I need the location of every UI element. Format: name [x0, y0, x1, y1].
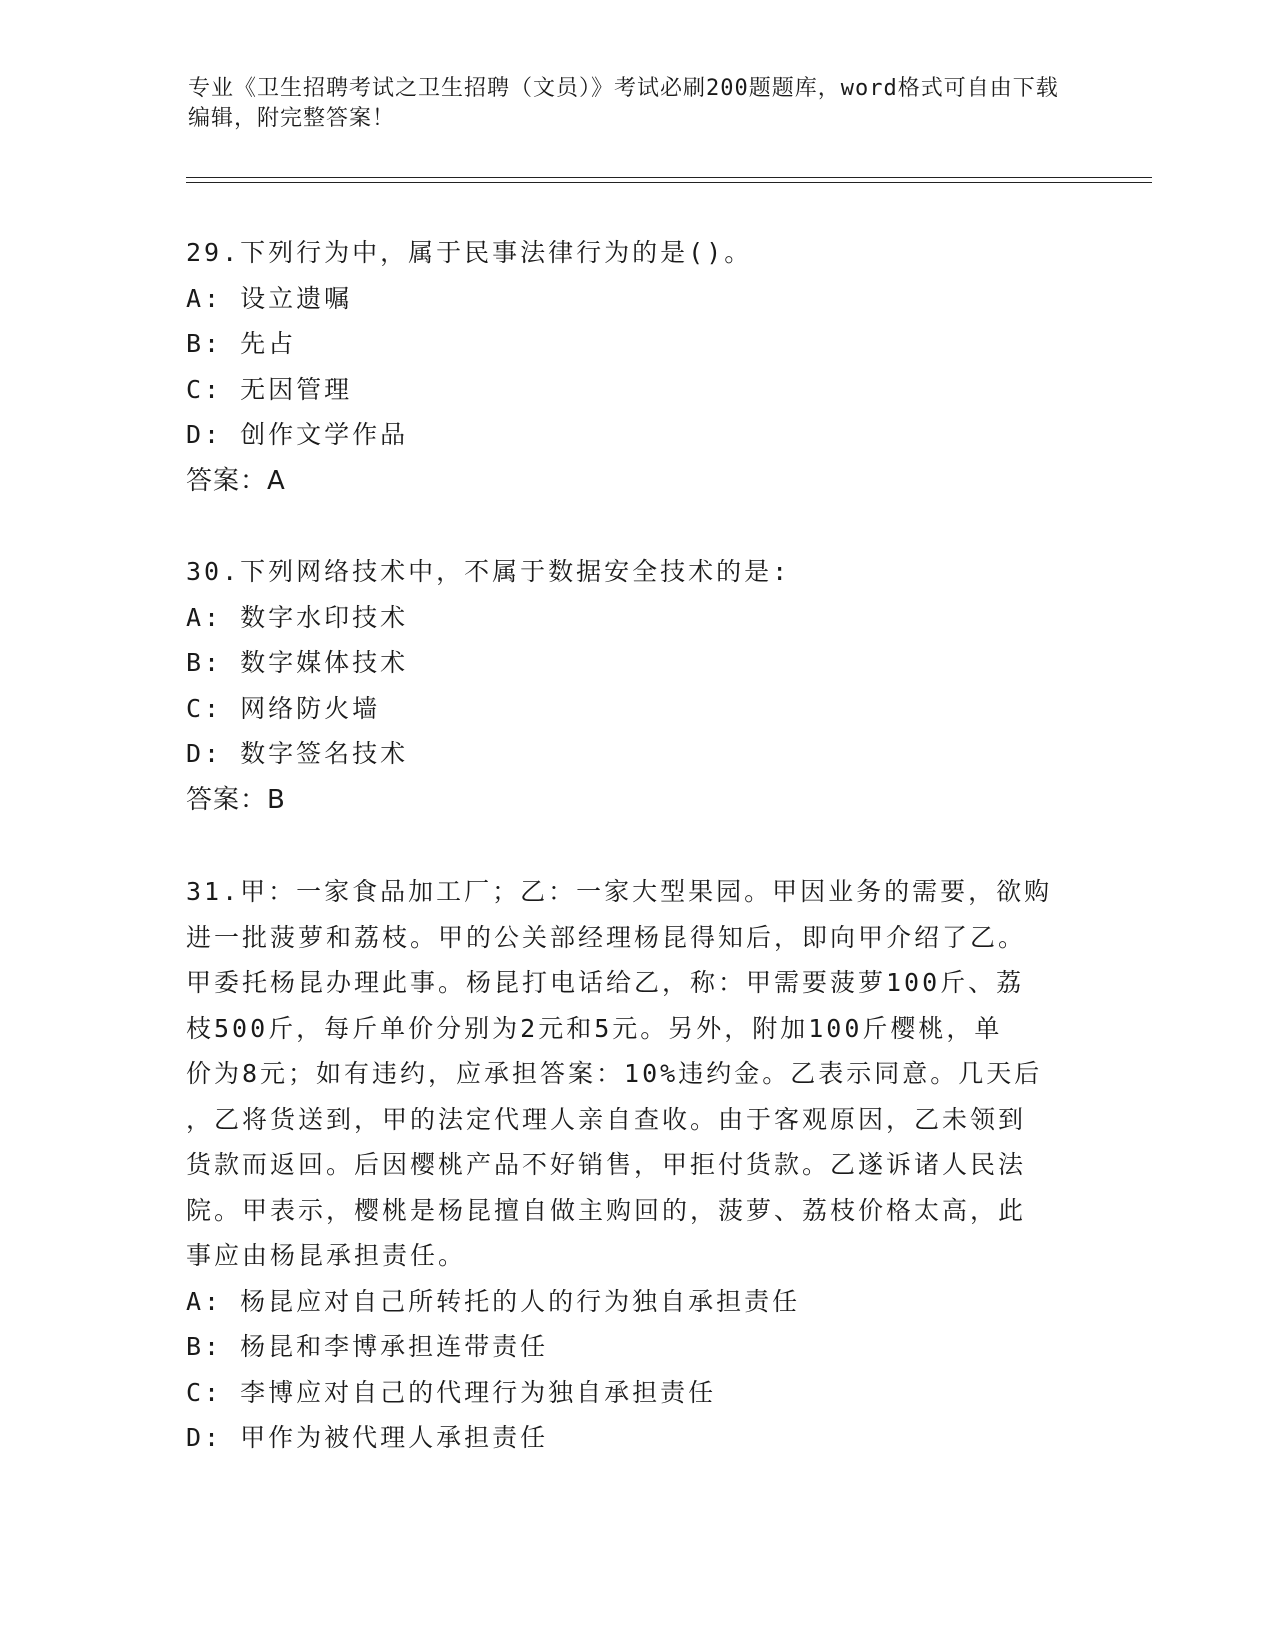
question-stem-line: 价为8元；如有违约，应承担答案：10%违约金。乙表示同意。几天后	[186, 1059, 1043, 1088]
question-stem: 30.下列网络技术中，不属于数据安全技术的是:	[186, 557, 791, 586]
option-a: A: 数字水印技术	[186, 602, 409, 632]
question-29	[186, 230, 1086, 504]
header-divider-bottom	[186, 182, 1152, 183]
header-divider-top	[186, 177, 1152, 178]
option-b: B: 杨昆和李博承担连带责任	[186, 1332, 549, 1361]
answer-line: 答案：B	[186, 784, 286, 815]
question-30	[186, 549, 1086, 823]
answer-line: 答案：A	[186, 465, 286, 496]
question-stem-line: 枝500斤，每斤单价分别为2元和5元。另外，附加100斤樱桃，单	[186, 1013, 1003, 1043]
option-b: B: 先占	[186, 329, 297, 358]
question-stem-line: 进一批菠萝和荔枝。甲的公关部经理杨昆得知后，即向甲介绍了乙。	[186, 922, 1027, 952]
question-stem-line: ，乙将货送到，甲的法定代理人亲自查收。由于客观原因，乙未领到	[186, 1104, 1027, 1134]
option-c: C: 无因管理	[186, 374, 353, 404]
option-c: C: 李博应对自己的代理行为独自承担责任	[186, 1377, 717, 1407]
option-c: C: 网络防火墙	[186, 693, 381, 723]
option-a: A: 杨昆应对自己所转托的人的行为独自承担责任	[186, 1286, 801, 1316]
question-stem-line: 甲委托杨昆办理此事。杨昆打电话给乙，称：甲需要菠萝100斤、荔	[186, 968, 1025, 997]
question-stem: 29.下列行为中，属于民事法律行为的是()。	[186, 238, 753, 267]
option-d: D: 数字签名技术	[186, 739, 409, 768]
question-stem-line: 31.甲：一家食品加工厂；乙：一家大型果园。甲因业务的需要，欲购	[186, 877, 1053, 906]
question-stem-line: 事应由杨昆承担责任。	[186, 1241, 467, 1270]
option-a: A: 设立遗嘱	[186, 283, 353, 313]
question-stem-line: 货款而返回。后因樱桃产品不好销售，甲拒付货款。乙遂诉诸人民法	[186, 1150, 1027, 1179]
option-d: D: 甲作为被代理人承担责任	[186, 1423, 549, 1452]
header-intro-text: 专业《卫生招聘考试之卫生招聘（文员）》考试必刷200题题库，word格式可自由下载编辑，附完整答案！	[188, 76, 1059, 131]
option-d: D: 创作文学作品	[186, 420, 409, 449]
option-b: B: 数字媒体技术	[186, 648, 409, 677]
document-header	[188, 74, 1068, 134]
question-stem-line: 院。甲表示，樱桃是杨昆擅自做主购回的，菠萝、荔枝价格太高，此	[186, 1195, 1027, 1225]
question-31	[186, 869, 1086, 1461]
